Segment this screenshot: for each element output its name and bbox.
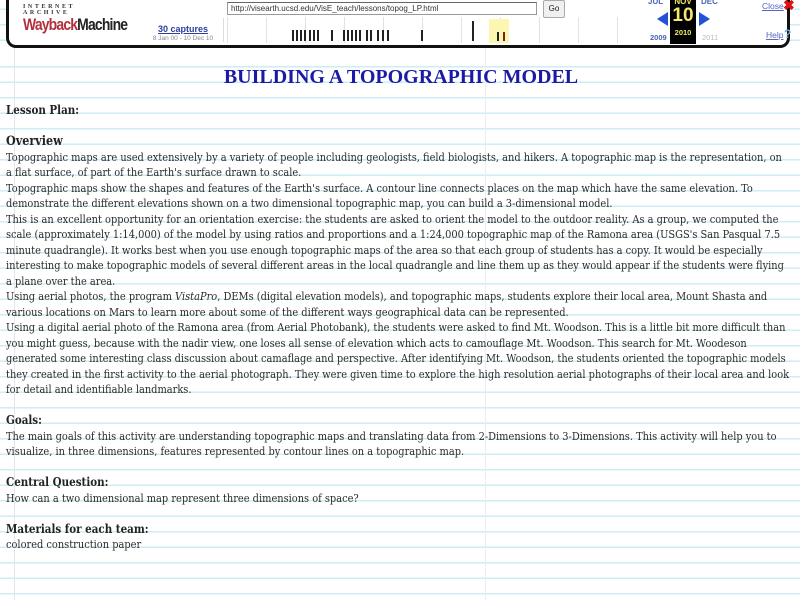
capture-bar (366, 30, 368, 41)
page-title: BUILDING A TOPOGRAPHIC MODEL (223, 66, 579, 88)
next-year-label: 2011 (702, 33, 719, 42)
timeline-year-divider (461, 17, 462, 43)
capture-timeline-sparkline[interactable] (227, 17, 647, 43)
capture-bar (387, 30, 389, 41)
logo-wayback-machine (23, 15, 128, 34)
prev-month-link[interactable]: JUL (648, 0, 664, 6)
timeline-current-year-highlight (489, 19, 509, 43)
help-link[interactable]: Help (766, 30, 784, 40)
spacer (6, 119, 796, 135)
overview-paragraph-1: Topographic maps are used extensively by a variety of people including geologists, field biologists, and hikers. A topographic map is the representation, on a flat surface, of part of the Earth's surface drawn to scale. (6, 149, 782, 179)
logo-internet-archive: INTERNET ARCHIVE (23, 4, 76, 16)
spacer (6, 506, 796, 522)
lesson-plan-heading: Lesson Plan: (6, 103, 80, 117)
lesson-content (6, 65, 796, 553)
spacer (6, 89, 796, 103)
wayback-logo[interactable] (23, 4, 128, 34)
wayback-toolbar (6, 0, 795, 48)
overview-heading: Overview (6, 134, 63, 149)
url-input[interactable] (227, 2, 537, 15)
overview-paragraph-5: Using a digital aerial photo of the Ramona area (from Aerial Photobank), the students were asked to find Mt. Woodson. This is a little bit more difficult than you might guess, because with the nadir view, one loses all sense of elevation which acts to camouflage Mt. Woodson. This search for Mt. Woodeson generated some interesting class discussion about camaflage and perspective. After identifying Mt. Woodson, the students oriented the topographic models they created in the first activity to the aerial photograph. They were given time to explore the high resolution aerial photographs of their local area and look for detail and identifiable landmarks. (6, 320, 790, 396)
timeline-year-divider (617, 17, 618, 43)
capture-bar (497, 32, 499, 41)
current-month: NOV (674, 0, 692, 6)
captures-link[interactable]: 30 captures (157, 24, 209, 34)
overview-paragraph-4 (6, 289, 790, 320)
captures-range: 8 Jan 00 - 10 Dec 10 (152, 35, 214, 42)
overview-paragraph-2: Topographic maps show the shapes and features of the Earth's surface. A contour line connects places on the map which have the same elevation. To demonstrate the different elevations shown on a two dimensional topographic map, you can build a 3-dimensional model. (6, 180, 753, 210)
capture-bar (292, 30, 294, 41)
capture-bar (382, 30, 384, 41)
capture-bar (313, 30, 315, 41)
logo-machine-text: Machine (77, 15, 128, 34)
go-button[interactable]: Go (543, 0, 565, 18)
help-icon[interactable]: ? (784, 27, 792, 41)
prev-year-link[interactable]: 2009 (650, 33, 667, 42)
capture-bar-current (503, 32, 505, 41)
captures-info (142, 24, 224, 42)
capture-bar (351, 30, 353, 41)
goals-text: The main goals of this activity are understanding topographic maps and translating data from 2-Dimensions to 3-Dimensions. This activity will help you to visualize, in three dimensions, features represented by contour lines on a topographic map. (6, 428, 777, 458)
capture-bar (304, 30, 306, 41)
close-icon[interactable]: ✖ (783, 0, 795, 13)
capture-bar (377, 30, 379, 41)
spacer (6, 460, 796, 476)
capture-bar (370, 30, 372, 41)
capture-bar (343, 30, 345, 41)
capture-bar (296, 30, 298, 41)
prev-arrow-icon[interactable] (657, 12, 668, 26)
timeline-divider (223, 18, 224, 42)
capture-bar (421, 30, 423, 41)
capture-bar (317, 30, 319, 41)
timeline-year-divider (578, 17, 579, 43)
capture-bar (472, 21, 474, 41)
overview-paragraph-3: This is an excellent opportunity for an orientation exercise: the students are asked to orient the model to the outdoor reality. As a group, we computed the scale (approximately 1:14,000) of the model by using ratios and proportions and a 1:24,000 topographic map of the Ramona area (USGS's San Pasqual 7.5 minute quadrangle). It works best when you use enough topographic maps of the area so that each group of students has a copy. It would be especially interesting to make topographic models of several different areas in the local quadrangle and line them up as they would appear if the students were flying a plane over the area. (6, 211, 784, 288)
vistapro-program-name: VistaPro (175, 289, 218, 303)
timeline-year-divider (266, 17, 267, 43)
timeline-year-divider (539, 17, 540, 43)
capture-bar (309, 30, 311, 41)
current-capture-date (670, 0, 696, 44)
current-year: 2010 (674, 28, 692, 37)
capture-bar (331, 30, 333, 41)
p4-text-before: Using aerial photos, the program (6, 289, 176, 303)
materials-heading: Materials for each team: (6, 521, 149, 536)
current-day: 10 (672, 5, 694, 26)
spacer (6, 398, 796, 414)
central-question-text: How can a two dimensional map represent three dimensions of space? (6, 490, 359, 505)
next-arrow-icon[interactable] (699, 12, 710, 26)
next-month-link[interactable]: DEC (701, 0, 718, 6)
close-link[interactable]: Close (762, 1, 784, 11)
p4-text-after: , DEMs (digital elevation models), and topographic maps, students explore their local area, Mount Shasta and various locations on Mars to learn more about some of the different ways geographical data can be represented. (6, 289, 768, 319)
timeline-year-divider (227, 17, 228, 43)
goals-heading: Goals: (6, 413, 42, 427)
capture-bar (355, 30, 357, 41)
central-question-heading: Central Question: (6, 475, 109, 489)
capture-bar (347, 30, 349, 41)
logo-wayback-text: Wayback (23, 15, 78, 34)
materials-item: colored construction paper (6, 537, 142, 551)
capture-bar (359, 30, 361, 41)
date-navigator (646, 0, 726, 44)
capture-bar (300, 30, 302, 41)
